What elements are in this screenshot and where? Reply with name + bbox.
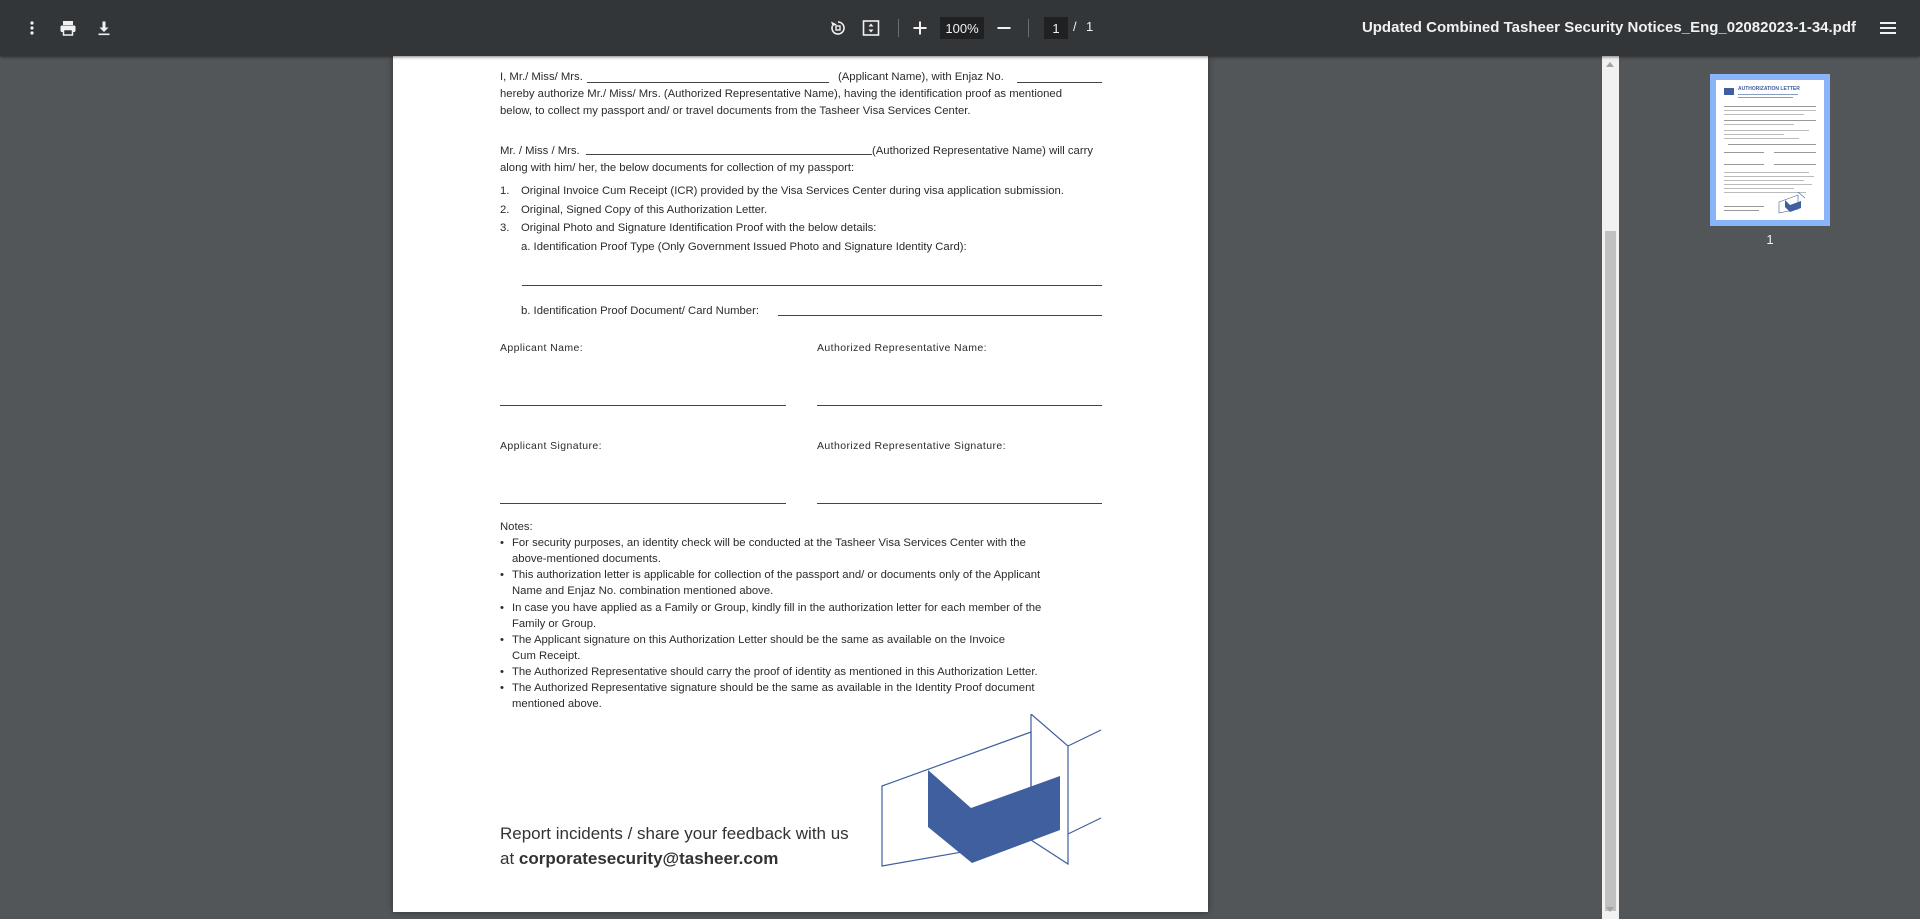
applicant-signature-label: Applicant Signature: [500, 440, 602, 452]
total-pages: 1 [1086, 19, 1094, 34]
rep-signature-line [817, 503, 1102, 504]
para1-line1-mid: (Applicant Name), with Enjaz No. [838, 71, 1004, 83]
note-line: For security purposes, an identity check will be conducted at the Tasheer Visa Services Center with the [512, 537, 1026, 549]
report-line2 [500, 846, 778, 871]
thumbnail-graphic [1778, 192, 1818, 214]
toolbar-divider [1028, 19, 1029, 37]
enjaz-no-blank [1017, 82, 1102, 83]
pdf-toolbar [0, 0, 1920, 56]
report-email-link[interactable]: corporatesecurity@tasheer.com [518, 849, 779, 868]
note-line: Name and Enjaz No. combination mentioned above. [512, 585, 774, 597]
note-line: Family or Group. [512, 618, 597, 630]
applicant-name-blank [587, 82, 829, 83]
para2-line1-end: (Authorized Representative Name) will carry [872, 145, 1093, 157]
para1-line2: hereby authorize Mr./ Miss/ Mrs. (Authorized Representative Name), having the identification proof as mentioned [500, 88, 1062, 100]
para1-line3: below, to collect my passport and/ or travel documents from the Tasheer Visa Services Center. [500, 105, 971, 117]
thumbnail-logo [1724, 88, 1734, 95]
bullet: • [500, 569, 504, 581]
bullet: • [500, 537, 504, 549]
bullet: • [500, 682, 504, 694]
list-item: Original, Signed Copy of this Authorization Letter. [521, 204, 768, 216]
bullet: • [500, 666, 504, 678]
list-number: 3. [500, 222, 510, 234]
report-at: at [500, 849, 519, 868]
note-line: In case you have applied as a Family or Group, kindly fill in the authorization letter for each member of the [512, 602, 1042, 614]
rep-name-blank [586, 154, 872, 155]
sub-item-a: a. Identification Proof Type (Only Government Issued Photo and Signature Identity Card): [521, 241, 967, 253]
more-vert-icon[interactable] [18, 14, 46, 42]
list-item: Original Photo and Signature Identification Proof with the below details: [521, 222, 877, 234]
tasheer-box-graphic [878, 714, 1208, 874]
print-icon[interactable] [54, 14, 82, 42]
notes-heading: Notes: [500, 521, 533, 533]
note-line: Cum Receipt. [512, 650, 581, 662]
note-line: This authorization letter is applicable for collection of the passport and/ or documents only of the Applicant [512, 569, 1041, 581]
id-card-number-blank [778, 315, 1102, 316]
bullet: • [500, 602, 504, 614]
para1-line1-start: I, Mr./ Miss/ Mrs. [500, 71, 583, 83]
page-separator: / [1073, 19, 1077, 34]
note-line: mentioned above. [512, 698, 602, 710]
fit-page-icon[interactable] [857, 14, 885, 42]
plus-icon[interactable] [906, 14, 934, 42]
bullet: • [500, 634, 504, 646]
applicant-name-line [500, 405, 786, 406]
minus-icon[interactable] [990, 14, 1018, 42]
scroll-down-arrow-icon[interactable] [1606, 907, 1614, 912]
thumbnail-preview [1716, 80, 1824, 220]
zoom-level-input[interactable]: 100% [940, 17, 984, 39]
para2-line2: along with him/ her, the below documents for collection of my passport: [500, 162, 855, 174]
list-item: Original Invoice Cum Receipt (ICR) provided by the Visa Services Center during visa application submission. [521, 185, 1064, 197]
rep-name-label: Authorized Representative Name: [817, 342, 987, 354]
vertical-scrollbar[interactable] [1602, 56, 1619, 919]
list-number: 2. [500, 204, 510, 216]
para2-line1-start: Mr. / Miss / Mrs. [500, 145, 580, 157]
download-icon[interactable] [90, 14, 118, 42]
document-title: Updated Combined Tasheer Security Notices_Eng_02082023-1-34.pdf [1361, 19, 1856, 36]
page-thumbnail[interactable] [1710, 74, 1830, 226]
rep-name-line [817, 405, 1102, 406]
applicant-signature-line [500, 503, 786, 504]
page-number-input[interactable]: 1 [1044, 17, 1068, 39]
scrollbar-thumb[interactable] [1605, 231, 1616, 911]
report-line1: Report incidents / share your feedback with us [500, 824, 849, 843]
note-line: The Authorized Representative should carry the proof of identity as mentioned in this Authorization Letter. [512, 666, 1038, 678]
id-proof-type-blank [522, 285, 1102, 286]
applicant-name-label: Applicant Name: [500, 342, 584, 354]
pdf-page [393, 56, 1208, 912]
thumbnail-page-number: 1 [1766, 232, 1774, 247]
note-line: above-mentioned documents. [512, 553, 661, 565]
sub-item-b: b. Identification Proof Document/ Card Number: [521, 305, 759, 317]
rep-signature-label: Authorized Representative Signature: [817, 440, 1006, 452]
toolbar-divider [898, 19, 899, 37]
hamburger-menu-icon[interactable] [1874, 14, 1902, 42]
note-line: The Applicant signature on this Authorization Letter should be the same as available on the Invoice [512, 634, 1005, 646]
list-number: 1. [500, 185, 510, 197]
thumbnail-title: AUTHORIZATION LETTER [1738, 86, 1800, 92]
rotate-icon[interactable] [824, 14, 852, 42]
scroll-up-arrow-icon[interactable] [1606, 62, 1614, 67]
note-line: The Authorized Representative signature should be the same as available in the Identity Proof document [512, 682, 1035, 694]
